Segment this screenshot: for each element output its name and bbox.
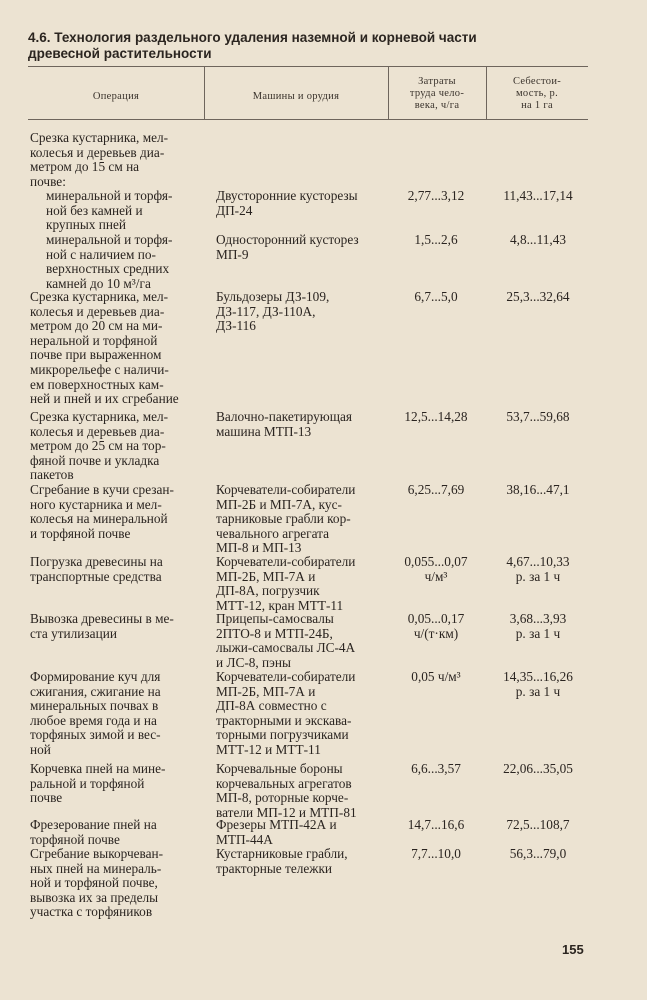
table-header-rule <box>28 119 588 120</box>
labor-cell-line: ч/м³ <box>424 568 448 584</box>
operation-cell-line: участка с торфяников <box>30 904 153 920</box>
machines-cell-line: МТТ-12 и МТТ-11 <box>216 741 321 757</box>
operation-cell-line: метром до 25 см на тор- <box>30 438 166 454</box>
cost-cell <box>488 847 588 862</box>
operation-cell-line: крупных пней <box>46 217 126 233</box>
machines-cell-line: ДЗ-117, ДЗ-110А, <box>216 303 316 319</box>
machines-cell <box>216 555 388 613</box>
labor-cell <box>384 670 488 685</box>
cost-cell <box>488 612 588 641</box>
machines-cell-line: Односторонний кусторез <box>216 232 359 247</box>
operation-cell <box>30 670 208 758</box>
machines-cell-line: 2ПТО-8 и МТП-24Б, <box>216 625 333 641</box>
labor-cell <box>384 290 488 305</box>
machines-cell-line: Валочно-пакетирующая <box>216 409 352 424</box>
labor-cell <box>384 189 488 204</box>
header-labor-line: труда чело- <box>409 88 465 99</box>
operation-cell-line: ней и пней и их сгребание <box>30 391 179 407</box>
machines-cell-line: тарниковые грабли кор- <box>216 511 351 527</box>
cost-cell-line: 3,68...3,93 <box>509 611 567 626</box>
machines-cell-line: Бульдозеры ДЗ-109, <box>216 289 330 304</box>
operation-cell-line: Сгребание в кучи срезан- <box>30 482 174 497</box>
operation-cell-line: торфяных зимой и вес- <box>30 727 161 743</box>
cost-cell-line: р. за 1 ч <box>515 625 561 641</box>
cost-cell-line: 38,16...47,1 <box>506 482 570 497</box>
operation-cell-line: ральной и торфяной <box>30 775 145 791</box>
header-cost-line: мость, р. <box>515 88 559 99</box>
operation-cell-line: вывозка их за пределы <box>30 889 159 905</box>
page-number: 155 <box>562 942 584 957</box>
operation-cell-line: транспортные средства <box>30 568 162 584</box>
operation-cell-line: ной <box>30 741 51 757</box>
machines-cell-line: машина МТП-13 <box>216 423 312 439</box>
cost-cell-line: 4,67...10,33 <box>506 554 570 569</box>
operation-cell <box>30 818 208 847</box>
machines-cell-line: МТТ-12, кран МТТ-11 <box>216 597 344 613</box>
machines-cell <box>216 290 388 334</box>
operation-cell <box>30 483 208 541</box>
operation-cell-line: почве <box>30 790 63 806</box>
operation-cell <box>30 131 208 189</box>
machines-cell-line: ДЗ-116 <box>216 318 256 334</box>
operation-cell <box>30 189 224 233</box>
cost-cell-line: 14,35...16,26 <box>503 669 573 684</box>
operation-cell-line: фяной почве и укладка <box>30 452 160 468</box>
cost-cell-line: 72,5...108,7 <box>506 817 570 832</box>
labor-cell-line: 12,5...14,28 <box>404 409 468 424</box>
machines-cell <box>216 670 388 758</box>
operation-cell-line: колесья и деревьев диа- <box>30 423 165 439</box>
header-cost-line: на 1 га <box>521 100 553 111</box>
labor-cell <box>384 555 488 584</box>
operation-cell-line: сжигания, сжигание на <box>30 683 161 699</box>
labor-cell-line: 6,7...5,0 <box>414 289 458 304</box>
machines-cell-line: Корчеватели-собиратели <box>216 554 356 569</box>
cost-cell <box>488 410 588 425</box>
operation-cell-line: колесья на минеральной <box>30 511 168 527</box>
machines-cell-line: корчевальных агрегатов <box>216 775 352 791</box>
machines-cell-line: МП-2Б, МП-7А и <box>216 683 316 699</box>
header-machines: Машины и орудия <box>252 91 340 102</box>
machines-cell <box>216 233 388 262</box>
machines-cell-line: торными погрузчиками <box>216 727 349 743</box>
labor-cell <box>384 410 488 425</box>
machines-cell-line: Двусторонние кусторезы <box>216 188 358 203</box>
operation-cell-line: Срезка кустарника, мел- <box>30 130 169 145</box>
table-top-rule <box>28 66 588 67</box>
cost-cell-line: 53,7...59,68 <box>506 409 570 424</box>
section-title-line: 4.6. Технология раздельного удаления наземной и корневой части <box>28 30 477 45</box>
header-labor <box>388 76 486 112</box>
operation-cell-line: минеральной и торфя- <box>46 188 173 203</box>
cost-cell <box>488 670 588 699</box>
machines-cell <box>216 483 388 556</box>
machines-cell <box>216 762 388 820</box>
labor-cell-line: 0,05 ч/м³ <box>411 669 461 684</box>
operation-cell-line: колесья и деревьев диа- <box>30 303 165 319</box>
labor-cell-line: 7,7...10,0 <box>411 846 461 861</box>
operation-cell-line: почве при выраженном <box>30 347 162 363</box>
labor-cell-line: 6,6...3,57 <box>411 761 461 776</box>
machines-cell-line: чевального агрегата <box>216 525 330 541</box>
operation-cell-line: Срезка кустарника, мел- <box>30 289 169 304</box>
operation-cell-line: Формирование куч для <box>30 669 161 684</box>
operation-cell <box>30 290 208 407</box>
operation-cell-line: Погрузка древесины на <box>30 554 163 569</box>
operation-cell-line: метром до 15 см на <box>30 159 140 175</box>
cost-cell-line: 11,43...17,14 <box>503 188 573 203</box>
cost-cell <box>488 818 588 833</box>
header-cost-line: Себестои- <box>512 76 562 87</box>
operation-cell <box>30 612 208 641</box>
labor-cell-line: 14,7...16,6 <box>407 817 465 832</box>
operation-cell <box>30 847 208 920</box>
machines-cell-line: ДП-24 <box>216 202 253 218</box>
labor-cell-line: ч/(т·км) <box>413 625 459 641</box>
machines-cell-line: ДП-8А совместно с <box>216 698 327 714</box>
labor-cell-line: 6,25...7,69 <box>407 482 465 497</box>
operation-cell-line: ных пней на минераль- <box>30 860 162 876</box>
operation-cell-line: Сгребание выкорчеван- <box>30 846 164 861</box>
machines-cell-line: Корчевальные бороны <box>216 761 343 776</box>
operation-cell-line: камней до 10 м³/га <box>46 275 151 291</box>
operation-cell-line: Срезка кустарника, мел- <box>30 409 169 424</box>
operation-cell-line: Корчевка пней на мине- <box>30 761 166 776</box>
operation-cell-line: ной и торфяной почве, <box>30 875 158 891</box>
labor-cell-line: 1,5...2,6 <box>414 232 458 247</box>
operation-cell <box>30 555 208 584</box>
operation-cell-line: метром до 20 см на ми- <box>30 318 163 334</box>
operation-cell-line: ста утилизации <box>30 625 117 641</box>
machines-cell-line: МП-2Б и МП-7А, кус- <box>216 496 342 512</box>
cost-cell <box>488 483 588 498</box>
cost-cell-line: 4,8...11,43 <box>509 232 567 247</box>
labor-cell <box>384 483 488 498</box>
operation-cell-line: ной с наличием по- <box>46 246 156 262</box>
machines-cell-line: Корчеватели-собиратели <box>216 482 356 497</box>
machines-cell-line: МП-8, роторные корче- <box>216 790 349 806</box>
operation-cell-line: колесья и деревьев диа- <box>30 144 165 160</box>
machines-cell-line: Кустарниковые грабли, <box>216 846 348 861</box>
machines-cell <box>216 410 388 439</box>
operation-cell <box>30 233 224 291</box>
machines-cell <box>216 189 388 218</box>
cost-cell-line: р. за 1 ч <box>515 568 561 584</box>
cost-cell-line: 22,06...35,05 <box>503 761 573 776</box>
labor-cell <box>384 612 488 641</box>
cost-cell-line: 56,3...79,0 <box>509 846 567 861</box>
operation-cell <box>30 762 208 806</box>
machines-cell <box>216 847 388 876</box>
header-labor-line: Затраты <box>418 76 456 87</box>
cost-cell-line: р. за 1 ч <box>515 683 561 699</box>
operation-cell-line: Фрезерование пней на <box>30 817 157 832</box>
operation-cell-line: Вывозка древесины в ме- <box>30 611 174 626</box>
operation-cell-line: ем поверхностных кам- <box>30 376 164 392</box>
labor-cell-line: 0,055...0,07 <box>404 554 468 569</box>
machines-cell-line: МП-8 и МП-13 <box>216 540 302 556</box>
machines-cell-line: МП-2Б, МП-7А и <box>216 568 316 584</box>
labor-cell-line: 0,05...0,17 <box>407 611 465 626</box>
machines-cell-line: тракторные тележки <box>216 860 333 876</box>
machines-cell-line: ватели МП-12 и МТП-81 <box>216 804 357 820</box>
header-labor-line: века, ч/га <box>414 100 460 111</box>
machines-cell-line: МТП-44А <box>216 831 273 847</box>
labor-cell <box>384 847 488 862</box>
operation-cell-line: и торфяной почве <box>30 525 131 541</box>
header-operation: Операция <box>92 91 140 102</box>
header-cost <box>486 76 588 112</box>
labor-cell <box>384 818 488 833</box>
cost-cell <box>488 189 588 204</box>
cost-cell <box>488 555 588 584</box>
cost-cell <box>488 762 588 777</box>
cost-cell <box>488 233 588 248</box>
cost-cell-line: 25,3...32,64 <box>506 289 570 304</box>
operation-cell-line: минеральной и торфя- <box>46 232 173 247</box>
section-title <box>28 30 588 62</box>
operation-cell-line: микрорельефе с наличи- <box>30 361 169 377</box>
machines-cell <box>216 612 388 670</box>
operation-cell-line: ного кустарника и мел- <box>30 496 162 512</box>
machines-cell-line: и ЛС-8, пэны <box>216 654 291 670</box>
machines-cell-line: ДП-8А, погрузчик <box>216 583 320 599</box>
operation-cell-line: пакетов <box>30 467 74 483</box>
operation-cell-line: почве: <box>30 173 66 189</box>
machines-cell-line: тракторными и экскава- <box>216 712 352 728</box>
section-title-line: древесной растительности <box>28 46 212 61</box>
operation-cell-line: ной без камней и <box>46 202 143 218</box>
machines-cell-line: Корчеватели-собиратели <box>216 669 356 684</box>
operation-cell-line: торфяной почве <box>30 831 120 847</box>
operation-cell-line: неральной и торфяной <box>30 332 158 348</box>
labor-cell-line: 2,77...3,12 <box>407 188 465 203</box>
machines-cell <box>216 818 388 847</box>
operation-cell-line: любое время года и на <box>30 712 157 728</box>
operation-cell-line: верхностных средних <box>46 261 170 277</box>
labor-cell <box>384 233 488 248</box>
machines-cell-line: лыжи-самосвалы ЛС-4А <box>216 640 356 656</box>
machines-cell-line: МП-9 <box>216 246 249 262</box>
machines-cell-line: Прицепы-самосвалы <box>216 611 334 626</box>
cost-cell <box>488 290 588 305</box>
operation-cell <box>30 410 208 483</box>
operation-cell-line: минеральных почвах в <box>30 698 159 714</box>
labor-cell <box>384 762 488 777</box>
machines-cell-line: Фрезеры МТП-42А и <box>216 817 337 832</box>
